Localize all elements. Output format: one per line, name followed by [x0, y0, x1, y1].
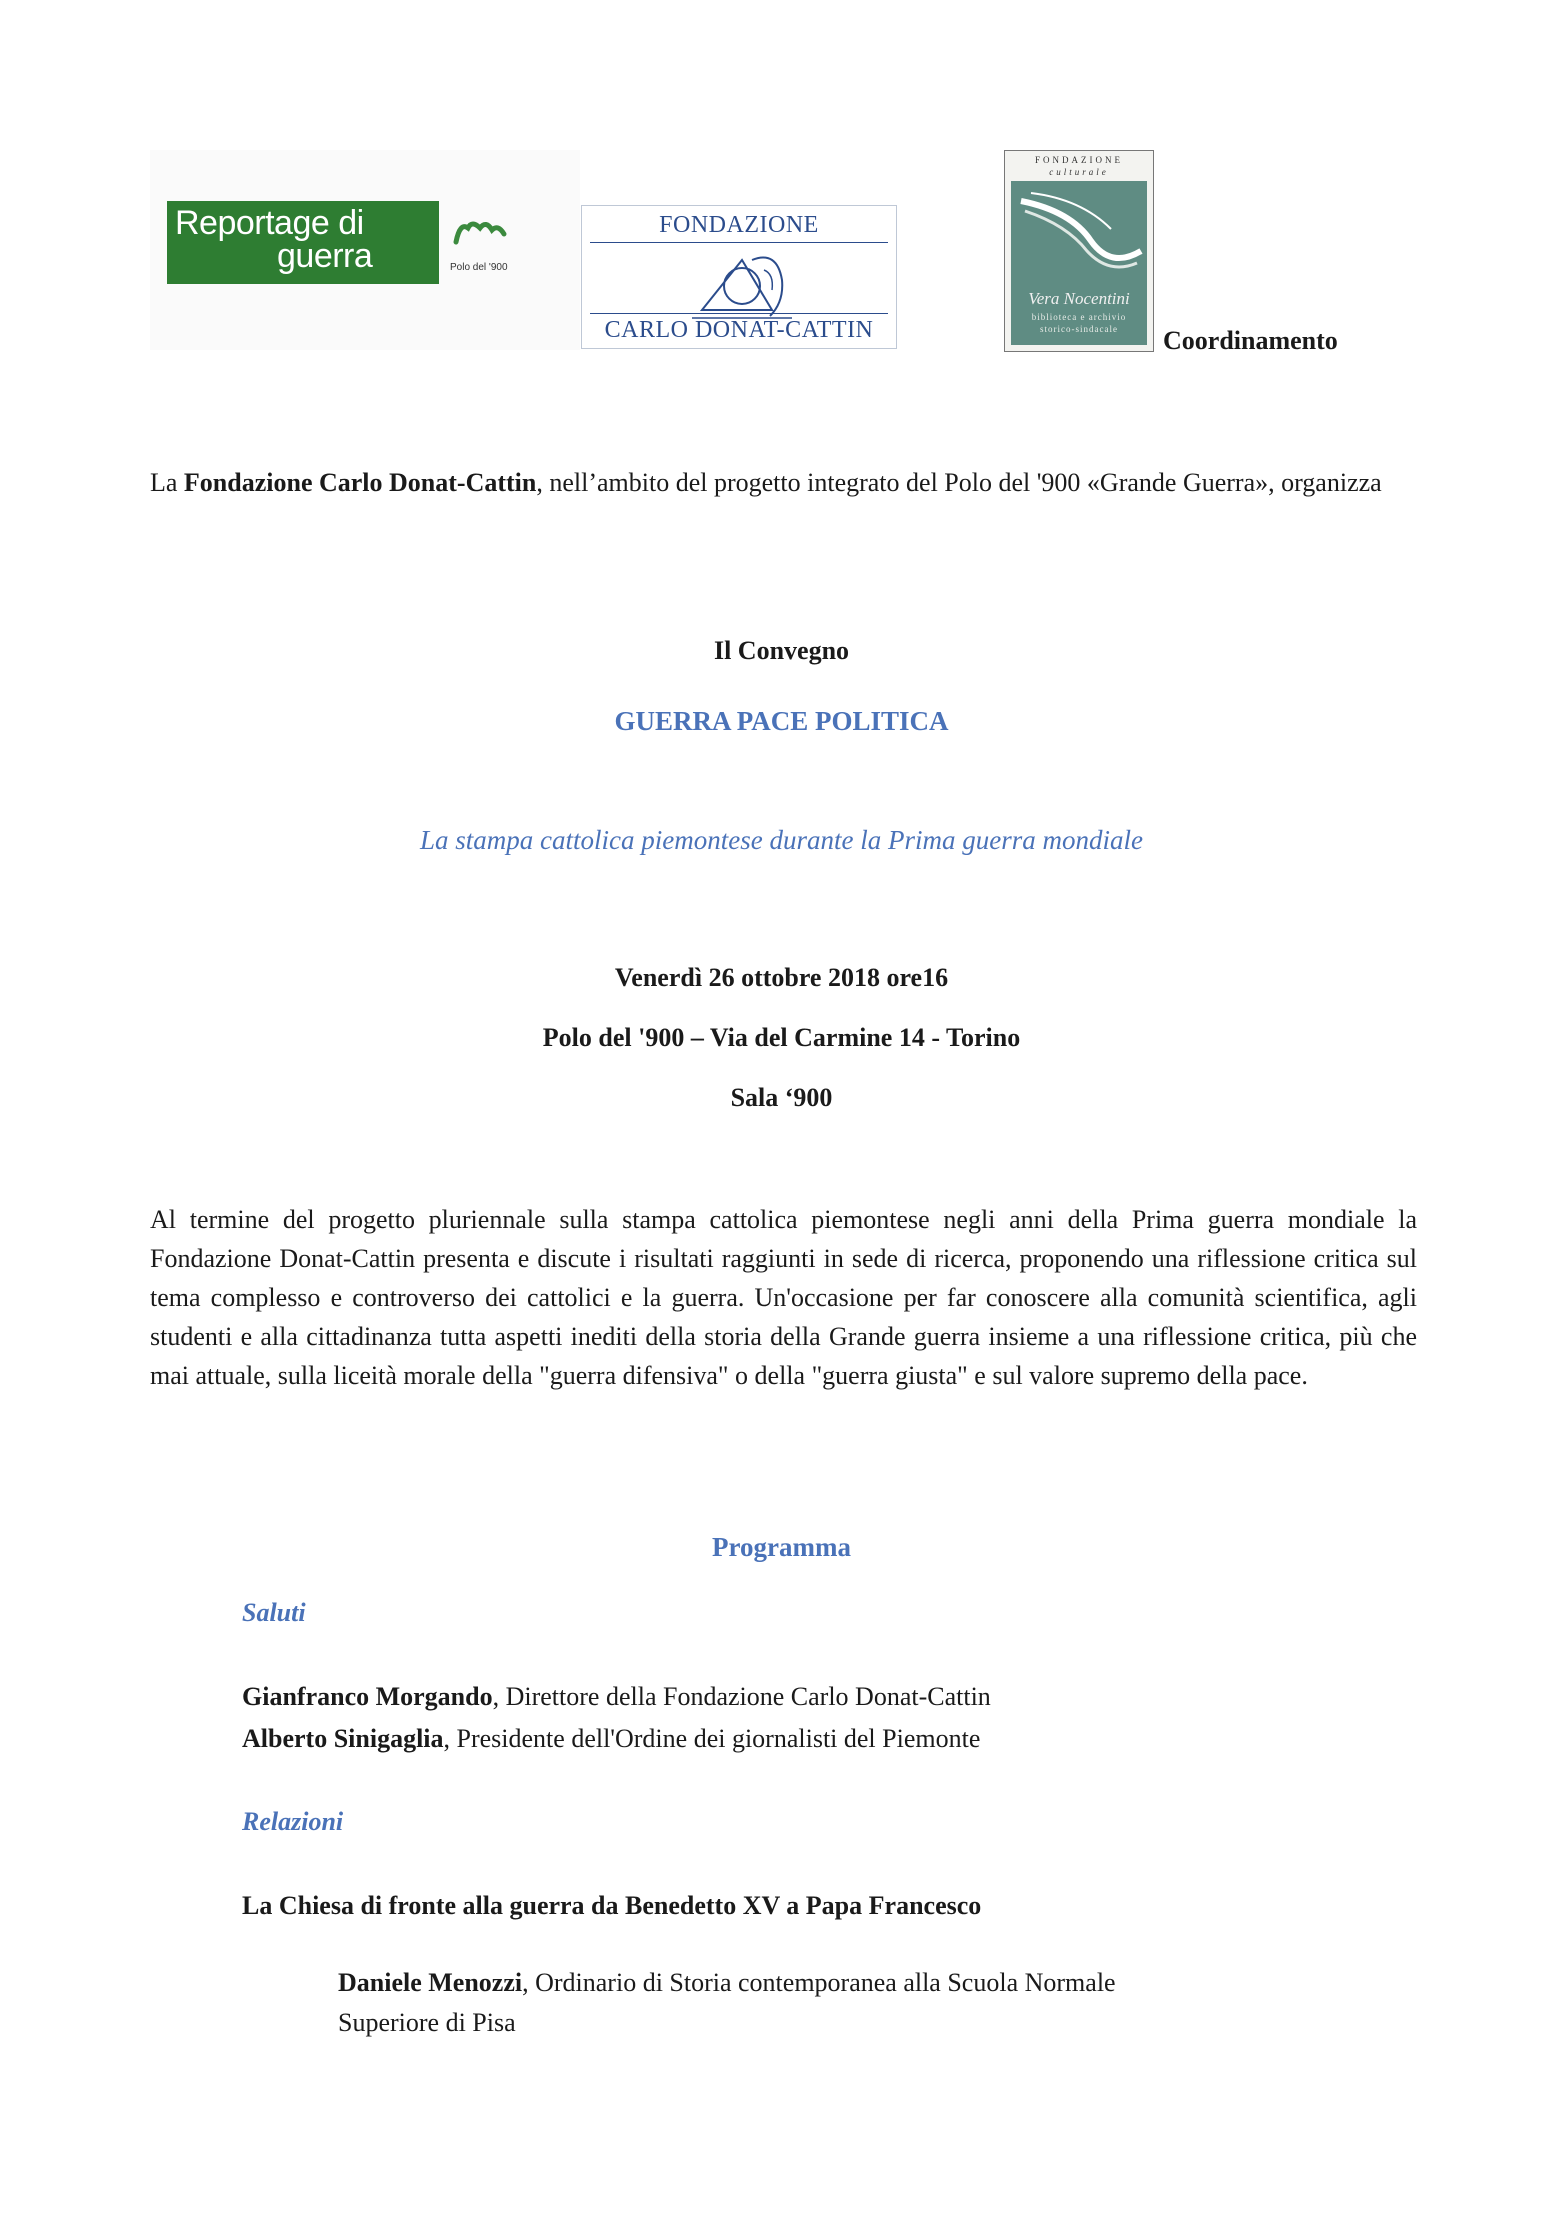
intro-prefix: La — [150, 468, 184, 497]
sextant-portrait-icon — [682, 240, 802, 322]
logo2-bottom-rule — [590, 313, 888, 314]
logo2-top-text: FONDAZIONE — [659, 212, 819, 238]
logo3-sub1: biblioteca e archivio — [1031, 312, 1127, 322]
talk-title: La Chiesa di fronte alla guerra da Benedetto XV a Papa Francesco — [242, 1891, 982, 1920]
logo-reportage-di-guerra — [150, 150, 580, 350]
logo3-name: Vera Nocentini — [1028, 289, 1130, 308]
logo-fondazione-donat-cattin — [581, 205, 897, 349]
reportage-logo-line2: guerra — [277, 237, 373, 275]
speaker-role-line2: Superiore di Pisa — [338, 2008, 516, 2037]
speaker-name: Daniele Menozzi — [338, 1968, 523, 1997]
saluti-role: , Presidente dell'Ordine dei giornalisti del Piemonte — [443, 1724, 981, 1753]
saluti-item — [242, 1718, 980, 1760]
logo-vera-nocentini — [1004, 150, 1154, 352]
saluti-name: Gianfranco Morgando — [242, 1682, 493, 1711]
saluti-item — [242, 1676, 991, 1718]
speaker-role-line1: , Ordinario di Storia contemporanea alla Scuola Normale — [522, 1968, 1116, 1997]
event-title: GUERRA PACE POLITICA — [614, 706, 949, 736]
logo3-header2: culturale — [1049, 167, 1109, 177]
saluti-role: , Direttore della Fondazione Carlo Donat-Cattin — [492, 1682, 991, 1711]
logo2-bottom-text: CARLO DONAT-CATTIN — [604, 317, 874, 343]
polo-del-900-icon — [452, 218, 512, 248]
logo3-header: FONDAZIONE — [1035, 155, 1123, 165]
relazioni-label: Relazioni — [242, 1807, 344, 1836]
event-date: Venerdì 26 ottobre 2018 ore16 — [614, 963, 949, 992]
feather-wave-icon — [1011, 181, 1147, 281]
saluti-label: Saluti — [242, 1598, 306, 1627]
intro-org: Fondazione Carlo Donat-Cattin — [183, 468, 537, 497]
event-kind: Il Convegno — [713, 636, 850, 665]
reportage-logo-box — [167, 201, 439, 284]
saluti-name: Alberto Sinigaglia — [242, 1724, 444, 1753]
logo3-sub2: storico-sindacale — [1040, 324, 1118, 334]
event-subtitle: La stampa cattolica piemontese durante la Prima guerra mondiale — [420, 825, 1143, 855]
speaker-entry — [338, 1963, 1338, 2043]
polo-del-900-label: Polo del '900 — [450, 262, 508, 273]
description-paragraph: Al termine del progetto pluriennale sulla stampa cattolica piemontese negli anni della Prima guerra mondiale la Fondazione Donat-Cattin presenta e discute i risultati raggiunti in sede di ricerca, proponendo una riflessione critica sul tema complesso e controverso dei cattolici e la guerra. Un'occasione per far conoscere alla comunità scientifica, agli studenti e alla cittadinanza tutta aspetti inediti della storia della Grande guerra insieme a una riflessione critica, più che mai attuale, sulla liceità morale della "guerra difensiva" o della "guerra giusta" e sul valore supremo della pace. — [150, 1205, 1417, 1390]
coordinamento-label: Coordinamento — [1163, 326, 1338, 355]
event-room: Sala ‘900 — [730, 1083, 833, 1112]
event-place: Polo del '900 – Via del Carmine 14 - Torino — [542, 1023, 1021, 1052]
reportage-logo-line1: Reportage di — [175, 204, 364, 242]
intro-rest: , nell’ambito del progetto integrato del Polo del '900 «Grande Guerra», organizza — [536, 468, 1382, 497]
logo3-panel — [1011, 181, 1147, 345]
program-heading: Programma — [712, 1532, 851, 1562]
intro-paragraph — [150, 463, 1417, 502]
